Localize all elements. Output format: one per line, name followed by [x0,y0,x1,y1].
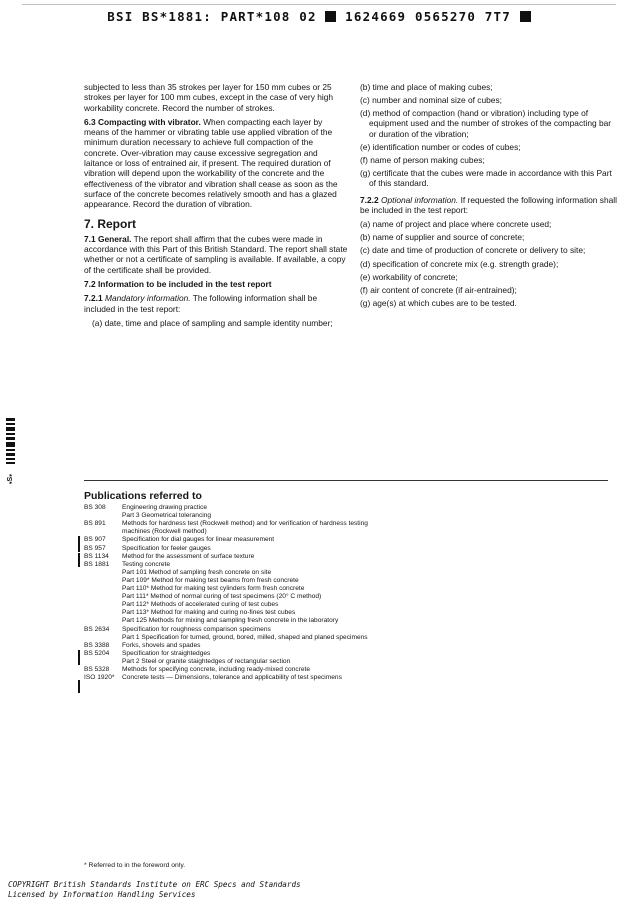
publication-row [84,585,614,593]
publication-title: Part 109* Method for making test beams from fresh concrete [122,576,299,584]
publications-section [84,492,614,682]
publication-row [84,504,614,512]
section-7-2-heading: 7.2 Information to be included in the test report [84,279,272,290]
section-6-3-heading: 6.3 Compacting with vibrator. [84,116,201,127]
publication-title: Specification for dial gauges for linear measurement [122,536,275,544]
section-7-2-2-body: If requested the following information shall be included in the test report: [360,194,617,215]
publication-title: machines (Rockwell method) [122,528,207,536]
publication-row [84,593,614,601]
header-catalog-number: 1624669 0565270 7T7 [345,9,511,24]
publication-code: BS 3388 [84,641,110,649]
section-7-1-body: The report shall affirm that the cubes were made in accordance with this Part of this British Standard. The report shall state whether or not a certificate of sampling is available. If available, a copy of the certificate shall be provided. [84,233,348,275]
change-bar [78,553,80,567]
publication-title: Specification for roughness comparison specimens [122,625,271,633]
header-standard-id: BSI BS*1881: PART*108 02 [107,9,317,24]
publication-row [84,666,614,674]
section-7-2-2-number: 7.2.2 [360,194,379,205]
intro-paragraph: subjected to less than 35 strokes per layer for 150 mm cubes or 25 strokes per layer for 100 mm cubes, except in the case of very high workability concrete. Record the number of strokes. [84,82,334,113]
section-7-title: 7. Report [84,216,137,231]
publication-row [84,601,614,609]
publication-code: BS 1881 [84,560,110,568]
optional-item: (f) air content of concrete (if air-entrained); [360,284,517,295]
publication-title: Part 2 Steel or granite staightedges of rectangular section [122,657,291,665]
publication-title: Part 3 Geometrical tolerancing [122,512,212,520]
publication-title: Part 125 Methods for mixing and sampling fresh concrete in the laboratory [122,617,339,625]
copyright-notice [8,880,301,899]
publication-title: Forks, shovels and spades [122,641,201,649]
publication-row [84,536,614,544]
publication-row [84,674,614,682]
publication-row [84,577,614,585]
publication-title: Methods for hardness test (Rockwell method) and for verification of hardness testing [122,520,368,528]
publication-title: Part 101 Method of sampling fresh concrete on site [122,568,272,576]
publications-title: Publications referred to [84,490,202,502]
license-line: Licensed by Information Handling Services [8,889,196,899]
publication-code: BS 891 [84,520,106,528]
publication-code: BS 1134 [84,552,109,560]
publication-title: Part 110* Method for making test cylinders form fresh concrete [122,585,305,593]
document-header [0,9,638,24]
publication-row [84,650,614,658]
publication-title: Methods for specifying concrete, including ready-mixed concrete [122,665,311,673]
left-column [84,82,348,332]
publication-code: BS 5328 [84,665,110,673]
publication-row [84,545,614,553]
change-bar [78,536,80,552]
optional-item: (a) name of project and place where concrete used; [360,219,552,230]
section-7-2-1-number: 7.2.1 [84,293,103,304]
optional-item: (b) name of supplier and source of concrete; [360,232,525,243]
publication-code: BS 5204 [84,649,110,657]
publication-title: Testing concrete [122,560,171,568]
publication-title: Part 111* Method of normal curing of test specimens (20° C method) [122,593,322,601]
header-block-mark [325,11,336,22]
publication-row [84,553,614,561]
publication-row [84,617,614,625]
publication-code: BS 907 [84,536,106,544]
section-7-1-heading: 7.1 General. [84,233,132,244]
publications-list [84,504,614,682]
mandatory-item: (b) time and place of making cubes; [360,82,493,92]
publication-row [84,520,614,528]
publication-title: Concrete tests — Dimensions, tolerance and applicability of test specimens [122,674,342,682]
section-7-1 [84,234,348,275]
publication-title: Part 112* Methods of accelerated curing of test cubes [122,601,279,609]
publication-code: BS 2634 [84,625,110,633]
optional-item: (c) date and time of production of concrete or delivery to site; [360,245,586,256]
publication-row [84,609,614,617]
section-7-2-1-body: The following information shall be included in the test report: [84,293,318,314]
mandatory-item: (g) certificate that the cubes were made in accordance with this Part of this standard. [360,168,612,189]
publication-title: Part 113* Method for making and curing no-fines test cubes [122,609,296,617]
section-7-2-1 [84,293,348,314]
mandatory-item: (c) number and nominal size of cubes; [360,95,502,106]
top-rule [22,4,616,5]
mandatory-item-a: (a) date, time and place of sampling and sample identity number; [92,317,333,328]
publication-row [84,658,614,666]
publication-title: Part 1 Specification for turned, ground, bored, milled, shaped and planed specimens [122,633,368,641]
copyright-line: COPYRIGHT British Standards Institute on ERC Specs and Standards [8,880,301,889]
section-7-2-2 [360,195,618,216]
publication-title: Specification for straightedges [122,649,211,657]
section-7-2-2-title: Optional information. [380,194,459,205]
optional-item: (e) workability of concrete; [360,271,458,282]
publication-title: Specification for feeler gauges [122,544,211,552]
publication-row [84,634,614,642]
publication-code: ISO 1920* [84,674,115,682]
optional-item: (g) age(s) at which cubes are to be tested. [360,297,517,308]
footnote: * Referred to in the foreword only. [84,862,186,869]
publication-row [84,642,614,650]
publication-row [84,528,614,536]
section-6-3 [84,117,348,210]
publication-code: BS 308 [84,504,106,512]
publication-title: Engineering drawing practice [122,504,208,512]
section-7-2-1-title: Mandatory information. [104,293,191,304]
publication-row [84,561,614,569]
mandatory-item: (e) identification number or codes of cubes; [360,141,521,152]
mandatory-item: (f) name of person making cubes; [360,154,485,165]
section-6-3-body: When compacting each layer by means of the hammer or vibrating table use applied vibration of the minimum duration necessary to achieve full compaction of the concrete. Over-vibration may cause excessive segregation and laitance or loss of entrained air, if present. The required duration of vibration will depend upon the workability of the concrete and the effectiveness of the vibrator and vibration shall cease as soon as the surface of the concrete becomes relatively smooth and has a glazed appearance. Record the duration of vibration. [84,116,338,210]
publication-code: BS 957 [84,544,106,552]
section-divider [84,480,608,481]
change-bar [78,650,80,665]
publication-row [84,626,614,634]
barcode-mark [6,418,15,464]
right-column [360,82,618,311]
change-bar [78,680,80,693]
publication-row [84,569,614,577]
publication-row [84,512,614,520]
side-mark: *S* [5,474,12,485]
publication-title: Method for the assessment of surface texture [122,552,255,560]
mandatory-item: (d) method of compaction (hand or vibration) including type of equipment used and the number of strokes of the compacting bar or duration of the vibration; [360,108,612,139]
optional-item: (d) specification of concrete mix (e.g. strength grade); [360,258,559,269]
header-block-mark [520,11,531,22]
